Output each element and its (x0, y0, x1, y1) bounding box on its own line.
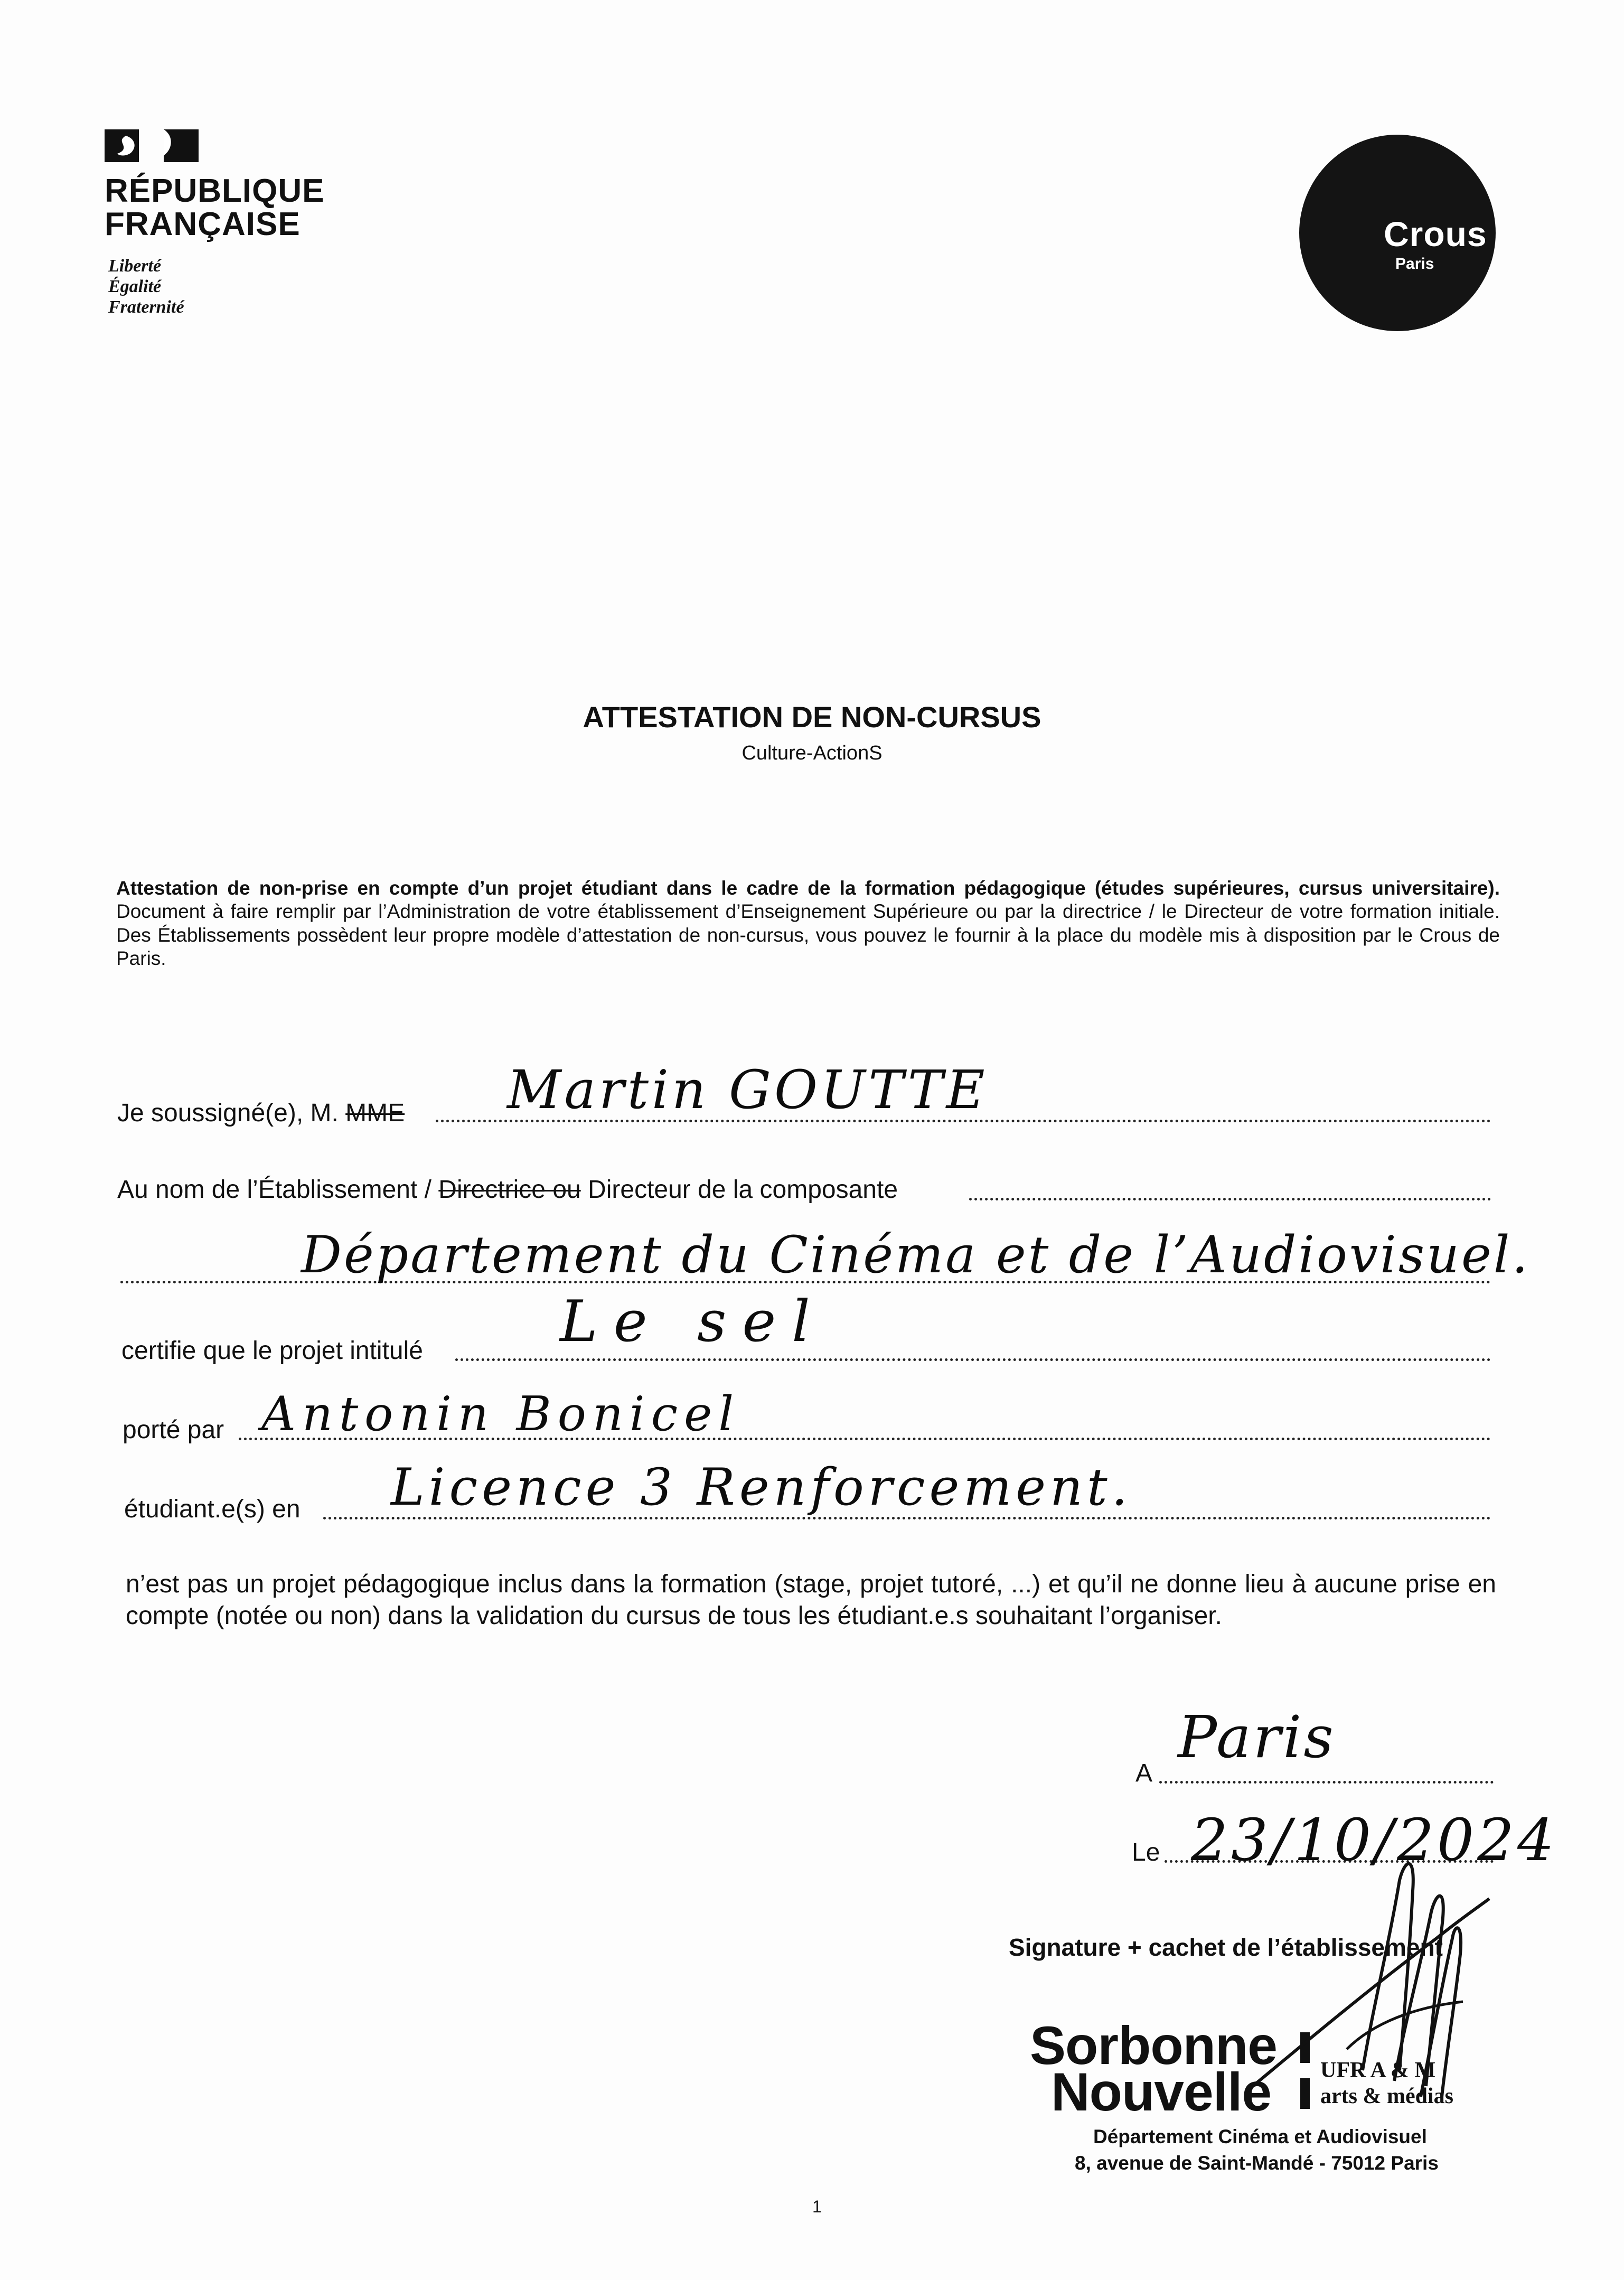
crous-paris-logo (1299, 135, 1496, 331)
porte-label: porté par (123, 1416, 224, 1444)
page-number: 1 (812, 2197, 822, 2216)
place-handwritten: Paris (1178, 1703, 1336, 1771)
republic-motto (108, 256, 184, 317)
soussigne-label: Je soussigné(e), M. MME (117, 1099, 405, 1127)
stamp-address: 8, avenue de Saint-Mandé - 75012 Paris (1075, 2152, 1439, 2174)
motto-fraternite: Fraternité (108, 297, 184, 317)
soussigne-struck: MME (345, 1099, 405, 1127)
date-label: Le (1132, 1838, 1160, 1866)
etablissement-dotted-line-1 (969, 1198, 1491, 1200)
republique-francaise-name (105, 174, 324, 241)
document-title: ATTESTATION DE NON-CURSUS (583, 700, 1041, 734)
marianne-logo-icon (105, 129, 199, 162)
porte-handwritten: Antonin Bonicel (261, 1386, 740, 1442)
document-subtitle: Culture-ActionS (741, 742, 883, 764)
republique-line: RÉPUBLIQUE (105, 173, 325, 209)
stamp-arts-medias: arts & médias (1320, 2084, 1453, 2108)
etablissement-handwritten: Département du Cinéma et de l’Audiovisuel. (301, 1225, 1530, 1284)
attestation-body-text: n’est pas un projet pédagogique inclus dans la formation (stage, projet tutoré, ...) et qu’il ne donne lieu à aucune prise en compte (notée ou non) dans la validation du cursus de tous les étudiant.e.s souhaitant l’organiser. (126, 1570, 1496, 1630)
handwritten-signature (1215, 1849, 1510, 2144)
stamp-ufr: UFR A & M (1320, 2058, 1436, 2082)
etablissement-struck: Directrice ou (438, 1176, 581, 1204)
etudiant-handwritten: Licence 3 Renforcement. (391, 1458, 1132, 1517)
signature-label: Signature + cachet de l’établissement (1009, 1934, 1443, 1961)
etablissement-label: Au nom de l’Établissement / Directrice ou Directeur de la composante (117, 1176, 898, 1204)
stamp-department: Département Cinéma et Audiovisuel (1093, 2126, 1427, 2147)
motto-egalite: Égalité (108, 276, 162, 296)
francaise-line: FRANÇAISE (105, 206, 301, 243)
projet-label: certifie que le projet intitulé (121, 1337, 423, 1365)
projet-dotted-line (455, 1358, 1491, 1361)
intro-bold: Attestation de non-prise en compte d’un projet étudiant dans le cadre de la formation pédagogique (études supérieures, cursus universitaire). (116, 877, 1500, 899)
etudiant-dotted-line (323, 1517, 1491, 1519)
stamp-sorbonne: Sorbonne (1030, 2015, 1277, 2076)
crous-logo-city: Paris (1395, 255, 1434, 273)
projet-handwritten: Le sel (560, 1289, 826, 1355)
stamp-nouvelle: Nouvelle (1051, 2062, 1272, 2122)
place-dotted-line (1159, 1781, 1494, 1784)
crous-logo-text: Crous (1384, 214, 1487, 254)
date-handwritten: 23/10/2024 (1191, 1806, 1558, 1874)
place-label: A (1135, 1759, 1153, 1787)
etudiant-label: étudiant.e(s) en (124, 1495, 301, 1523)
intro-paragraph (116, 877, 1500, 971)
intro-rest: Document à faire remplir par l’Administration de votre établissement d’Enseignement Supérieure ou par la directrice / le Directeur de votre formation initiale. Des Établissements possèdent leur propre modèle d’attestation de non-cursus, vous pouvez le fournir à la place du modèle mis à disposition par le Crous de Paris. (116, 900, 1500, 970)
soussigne-handwritten: Martin GOUTTE (507, 1059, 988, 1121)
motto-liberte: Liberté (108, 256, 162, 276)
